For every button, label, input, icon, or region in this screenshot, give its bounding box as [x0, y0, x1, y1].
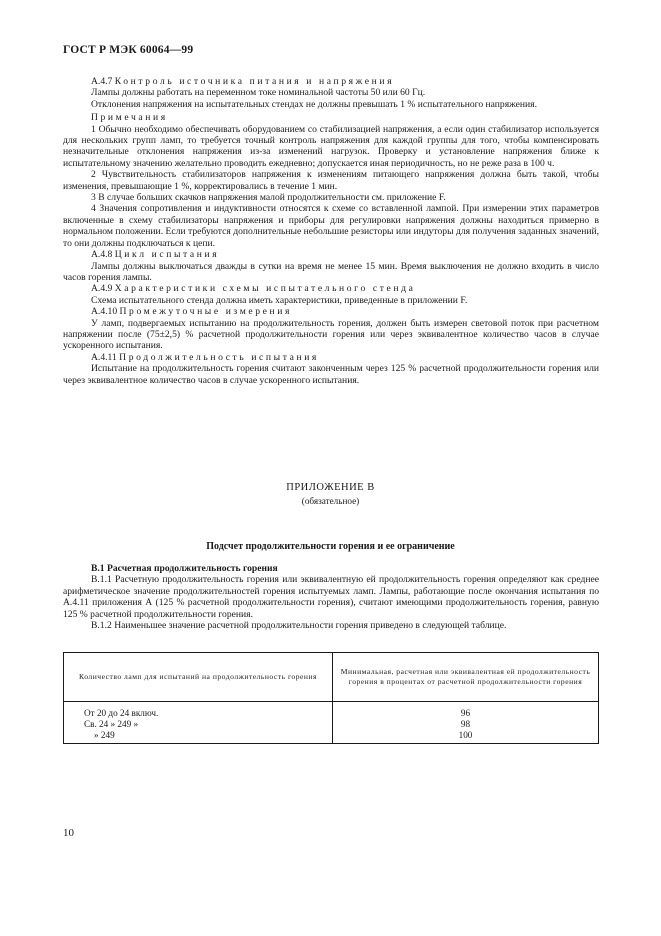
paragraph: Отклонения напряжения на испытательных стендах не должны превышать 1 % испытательного напряжения. [91, 98, 537, 110]
appendix-section-title: Подсчет продолжительности горения и ее ограничение [206, 541, 455, 552]
subsection-heading: В.1 Расчетная продолжительность горения [91, 563, 278, 574]
page-header: ГОСТ Р МЭК 60064—99 [63, 44, 194, 56]
appendix-text [63, 563, 599, 631]
note-2: 2 Чувствительность стабилизаторов напряжения к изменениям питающего напряжения должна быть такой, чтобы изменения, превышающие 1 %, корректировались в течение 1 мин. [63, 169, 599, 192]
table-cell-value: 98 [333, 719, 599, 730]
note-4: 4 Значения сопротивления и индуктивности относятся к схеме со вставленной лампой. При измерении этих параметров включенные в схему стабилизаторы напряжения и приборы для регулировки напряжения должны находиться примерно в нормальном положении. Если требуются дополнительные небольшие резисторы или индуторы для получения заданных значений, то они должны подключаться к цепи. [63, 203, 599, 249]
paragraph: Испытание на продолжительность горения считают законченным через 125 % расчетной продолжительности горения или через эквивалентное количество часов в случае ускоренного испытания. [63, 363, 599, 386]
main-text [63, 76, 599, 386]
table-header-percent: Минимальная, расчетная или эквивалентная ей продолжительность горения в процентах от расчетной продолжительности горения [333, 653, 599, 702]
page-number: 10 [63, 827, 74, 839]
section-number: А.4.9 [91, 283, 113, 295]
paragraph: В.1.1 Расчетную продолжительность горения или эквивалентную ей продолжительность горения определяют как среднее арифметическое значение продолжительностей горения испытуемых ламп. Лампы, работающие после окончания испытания по А.4.11 приложения А (125 % расчетной продолжительности горения), считают имеющими продолжительность горения, равную 125 % расчетной продолжительности горения. [63, 574, 599, 620]
notes-heading: Примечания [91, 112, 168, 124]
appendix-subtitle: (обязательное) [301, 496, 360, 506]
table-row [64, 730, 599, 744]
table-cell-count: » 249 [64, 730, 333, 744]
table-header-row [64, 653, 599, 702]
lifetime-table [63, 652, 599, 744]
section-a47-heading [63, 76, 599, 87]
table-header-count: Количество ламп для испытаний на продолжительность горения [64, 653, 333, 702]
section-a410-heading [63, 306, 599, 317]
section-heading: Контроль источника питания и напряжения [114, 76, 395, 87]
note-3: 3 В случае больших скачков напряжения малой продолжительности см. приложение F. [91, 192, 446, 204]
table-cell-value: 100 [333, 730, 599, 744]
section-heading: Продолжительность испытания [119, 351, 319, 363]
section-heading: Промежуточные измерения [119, 306, 292, 318]
section-heading: Характеристики схемы испытательного стенда [114, 283, 416, 295]
section-number: А.4.7 [91, 76, 113, 87]
section-a48-heading [63, 249, 599, 260]
section-a49-heading [63, 283, 599, 294]
table-cell-count: От 20 до 24 включ. [64, 702, 333, 720]
paragraph: У ламп, подвергаемых испытанию на продолжительность горения, должен быть измерен световой поток при расчетном напряжении после (75±2,5) % расчетной продолжительности горения или через эквивалентное количество часов в случае ускоренного испытания. [63, 317, 599, 352]
paragraph: Схема испытательного стенда должна иметь характеристики, приведенные в приложении F. [91, 294, 468, 306]
note-1: 1 Обычно необходимо обеспечивать оборудованием со стабилизацией напряжения, а если один стабилизатор используется для нескольких групп ламп, то требуется точный контроль напряжения для каждой группы для того, чтобы компенсировать незначительные отклонения напряжения из-за изменений нагрузок. Проверку и установление напряжения ближе к испытательному значению желательно проводить ежедневно; допускается иная периодичность, но не реже раза в 100 ч. [63, 123, 599, 169]
table-cell-count: Св. 24 » 249 » [64, 719, 333, 730]
paragraph: Лампы должны работать на переменном токе номинальной частоты 50 или 60 Гц. [91, 87, 426, 99]
section-a411-heading [63, 352, 599, 363]
section-heading: Цикл испытания [114, 249, 220, 261]
paragraph: В.1.2 Наименьшее значение расчетной продолжительности горения приведено в следующей таблице. [91, 620, 507, 632]
appendix-title: ПРИЛОЖЕНИЕ В [286, 482, 375, 493]
table-row [64, 719, 599, 730]
paragraph: Лампы должны выключаться дважды в сутки на время не менее 15 мин. Время выключения не должно входить в число часов горения лампы. [63, 260, 599, 283]
section-number: А.4.10 [91, 306, 118, 318]
table-row [64, 702, 599, 720]
section-number: А.4.8 [91, 249, 113, 261]
table-cell-value: 96 [333, 702, 599, 720]
section-number: А.4.11 [91, 351, 117, 363]
